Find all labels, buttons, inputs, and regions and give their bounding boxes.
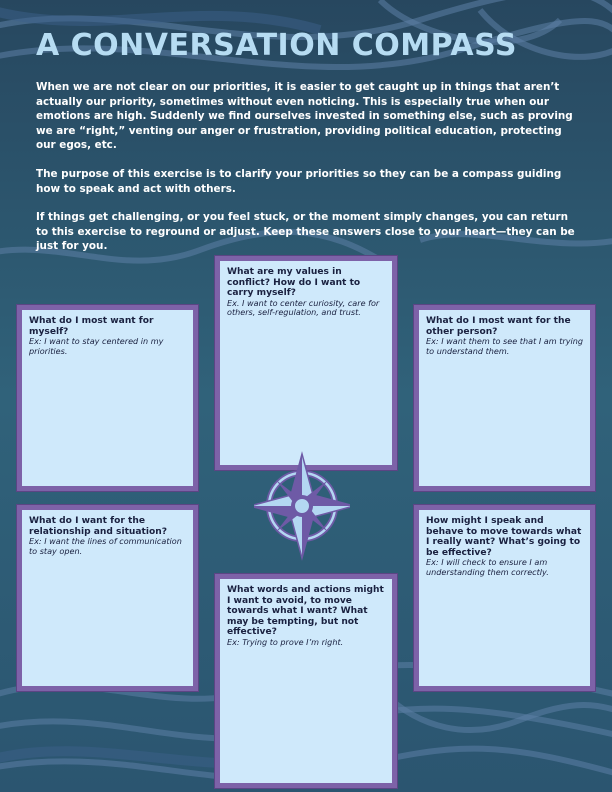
relationship-question: What do I want for the relationship and situation? <box>29 516 168 537</box>
values-box[interactable] <box>215 256 397 470</box>
relationship-box[interactable] <box>17 505 198 691</box>
compass-rose-icon <box>254 451 350 561</box>
speak-question: How might I speak and behave to move towards what I really want? What’s going to be effective? <box>426 516 582 558</box>
myself-question: What do I most want for myself? <box>29 316 154 337</box>
intro-paragraph: When we are not clear on our priorities, it is easier to get caught up in things that aren’t actually our priority, sometimes without even noticing. This is especially true when our emotions are high. Suddenly we find ourselves invested in something else, such as proving we are “right,” venting our anger or frustration, providing political education, protecting our egos, etc. <box>36 81 573 152</box>
myself-example: Ex: I want to stay centered in my priorities. <box>29 336 164 356</box>
speak-example: Ex: I will check to ensure I am understanding them correctly. <box>426 557 549 577</box>
myself-box[interactable] <box>17 305 198 491</box>
other-question: What do I most want for the other person? <box>426 316 571 337</box>
avoid-question: What words and actions might I want to avoid, to move towards what I want? What may be tempting, but not effective? <box>227 585 384 638</box>
speak-box[interactable] <box>414 505 595 691</box>
values-example: Ex. I want to center curiosity, care for others, self-regulation, and trust. <box>227 297 380 318</box>
intro-paragraph: The purpose of this exercise is to clarify your priorities so they can be a compass guiding how to speak and act with others. <box>36 167 562 195</box>
page-title: A CONVERSATION COMPASS <box>36 28 517 63</box>
relationship-example: Ex: I want the lines of communication to stay open. <box>29 536 182 556</box>
intro-paragraph: If things get challenging, or you feel stuck, or the moment simply changes, you can return to this exercise to reground or adjust. Keep these answers close to your heart—they can be just for you. <box>36 211 575 253</box>
intro-text <box>36 80 576 268</box>
avoid-example: Ex: Trying to prove I’m right. <box>227 636 344 647</box>
values-question: What are my values in conflict? How do I want to carry myself? <box>227 267 361 299</box>
other-person-box[interactable] <box>414 305 595 491</box>
other-example: Ex: I want them to see that I am trying to understand them. <box>426 336 583 356</box>
avoid-box[interactable] <box>215 574 397 788</box>
